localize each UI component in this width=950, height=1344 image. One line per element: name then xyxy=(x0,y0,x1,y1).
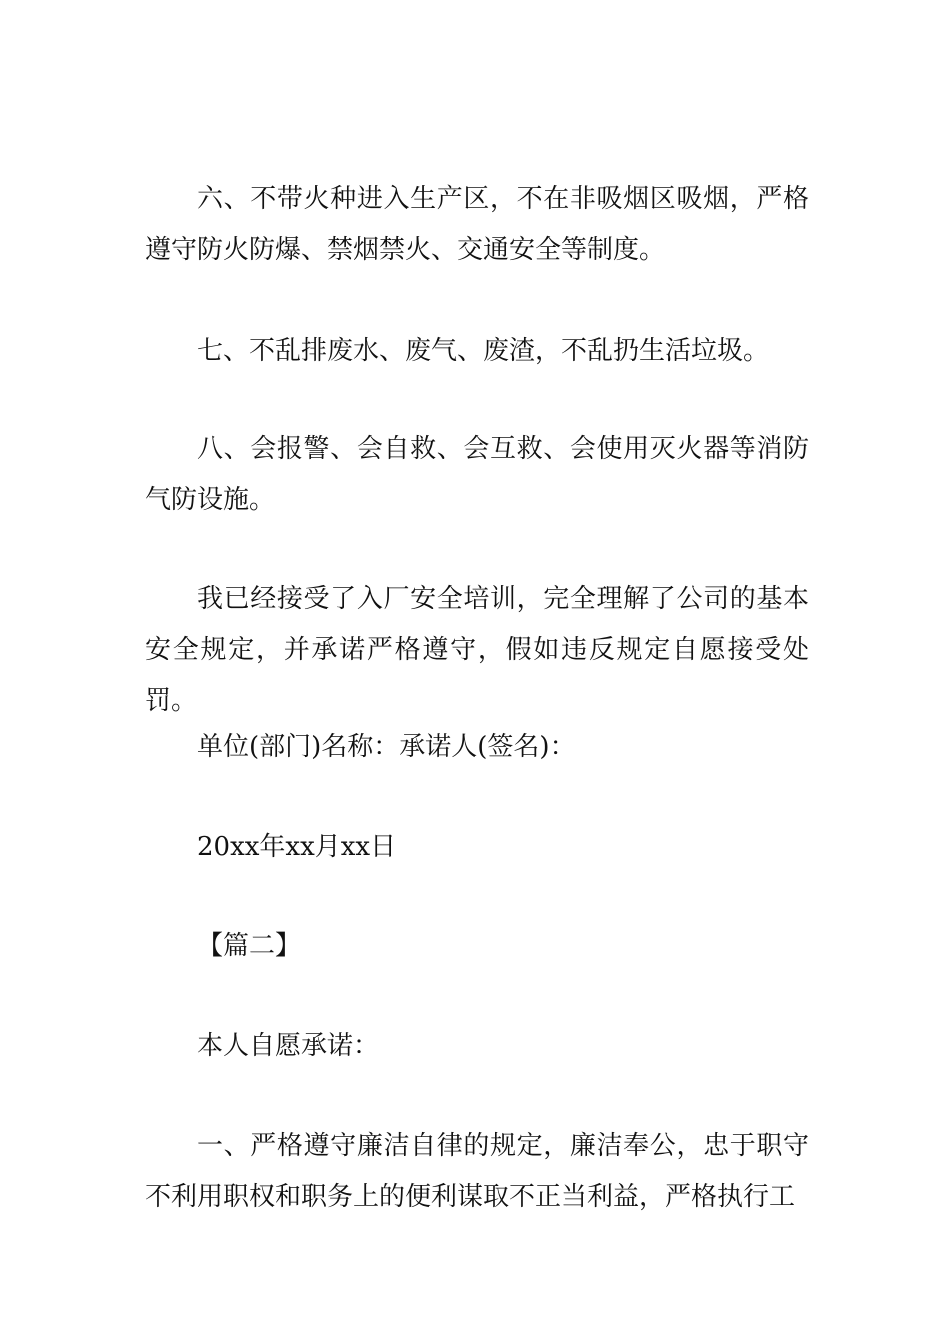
paragraph-rule-eight: 八、会报警、会自救、会互救、会使用灭火器等消防气防设施。 xyxy=(145,434,809,515)
paragraph-commitment-statement: 我已经接受了入厂安全培训，完全理解了公司的基本安全规定，并承诺严格遵守，假如违反规定自愿接受处罚。 xyxy=(145,584,809,716)
signature-line: 单位(部门)名称：承诺人(签名)： xyxy=(197,732,576,762)
commitment-intro: 本人自愿承诺： xyxy=(197,1031,380,1061)
paragraph-rule-one: 一、严格遵守廉洁自律的规定，廉洁奉公，忠于职守不利用职权和职务上的便利谋取不正当利益，严格执行工 xyxy=(145,1131,809,1212)
date-line: 20xx年xx月xx日 xyxy=(197,832,397,862)
section-heading: 【篇二】 xyxy=(197,931,302,961)
paragraph-rule-seven: 七、不乱排废水、废气、废渣，不乱扔生活垃圾。 xyxy=(197,336,770,366)
paragraph-rule-six: 六、不带火种进入生产区，不在非吸烟区吸烟，严格遵守防火防爆、禁烟禁火、交通安全等制度。 xyxy=(145,184,809,265)
